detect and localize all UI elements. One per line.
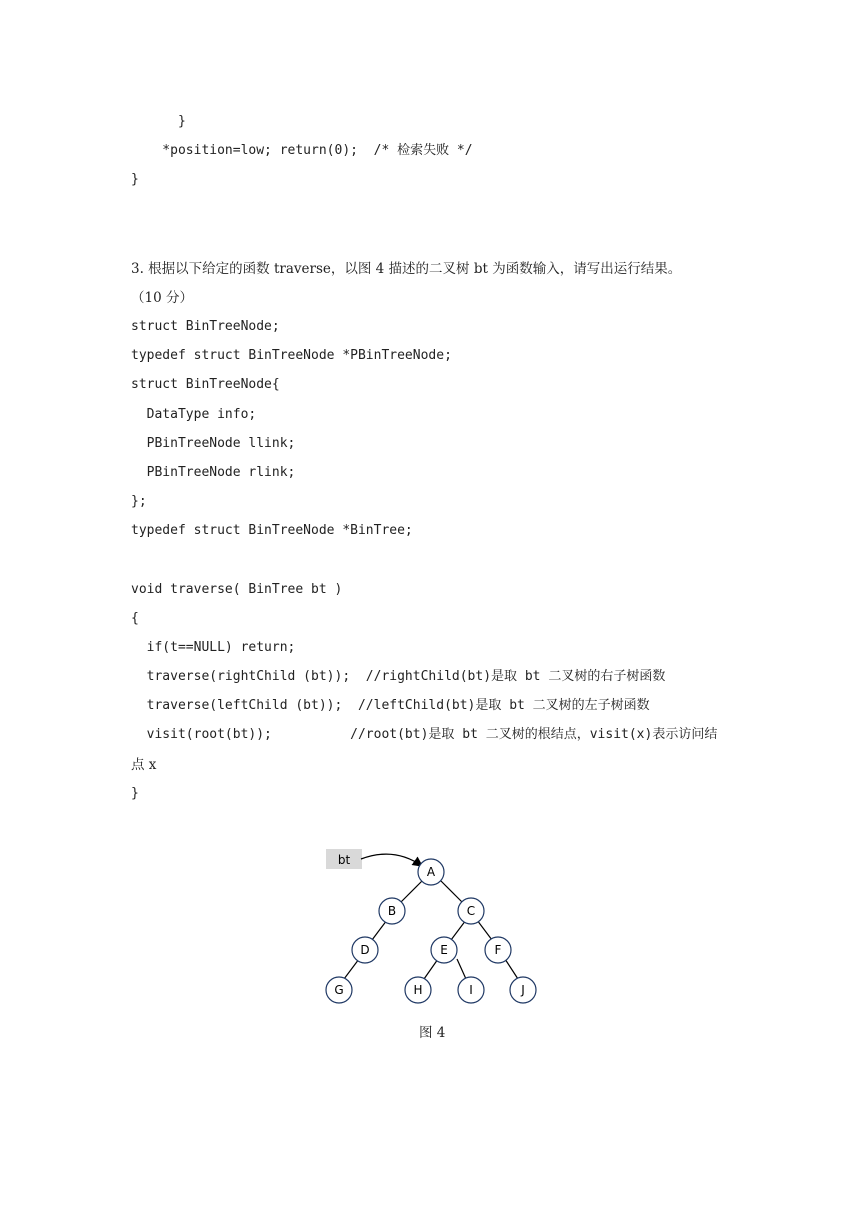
pointer-arrow	[361, 854, 422, 866]
svg-text:A: A	[426, 865, 436, 879]
code-line: void traverse( BinTree bt )	[131, 582, 343, 597]
code-line: 点 x	[131, 757, 157, 773]
tree-node-j	[510, 977, 536, 1003]
edge	[400, 880, 423, 903]
svg-text:G: G	[334, 983, 344, 997]
code-line: }	[131, 114, 186, 129]
svg-text:F: F	[494, 943, 502, 957]
tree-node-b	[379, 898, 405, 924]
question-text: 3. 根据以下给定的函数 traverse，以图 4 描述的二叉树 bt 为函数输入，请写出运行结果。	[131, 261, 682, 277]
tree-nodes	[326, 859, 536, 1003]
edge	[424, 959, 438, 979]
tree-node-i	[458, 977, 484, 1003]
edge	[451, 920, 466, 940]
code-line: PBinTreeNode llink;	[131, 436, 296, 451]
svg-text:E: E	[440, 943, 448, 957]
code-line: PBinTreeNode rlink;	[131, 465, 296, 480]
code-line: DataType info;	[131, 407, 257, 422]
code-line: }	[131, 172, 139, 187]
figure-caption: 图 4	[419, 1025, 446, 1041]
code-line: if(t==NULL) return;	[131, 640, 296, 655]
tree-node-e	[431, 937, 457, 963]
edge	[505, 959, 518, 979]
edge	[372, 920, 387, 940]
code-line: }	[131, 786, 139, 801]
svg-text:C: C	[466, 904, 476, 918]
tree-node-d	[352, 937, 378, 963]
svg-text:D: D	[360, 943, 370, 957]
code-line: visit(root(bt)); //root(bt)是取 bt 二叉树的根结点，visit(x)表示访问结	[131, 727, 718, 742]
edge	[457, 959, 466, 979]
code-line: traverse(leftChild (bt)); //leftChild(bt)是取 bt 二叉树的左子树函数	[131, 698, 650, 713]
tree-node-f	[485, 937, 511, 963]
edge	[344, 959, 359, 979]
code-line: *position=low; return(0); /* 检索失败 */	[131, 143, 473, 158]
tree-node-h	[405, 977, 431, 1003]
tree-node-c	[458, 898, 484, 924]
svg-text:I: I	[469, 983, 473, 997]
tree-node-g	[326, 977, 352, 1003]
code-line: typedef struct BinTreeNode *PBinTreeNode;	[131, 348, 452, 363]
tree-node-a	[418, 859, 444, 885]
svg-text:B: B	[387, 904, 397, 918]
code-line: {	[131, 611, 139, 626]
code-line: struct BinTreeNode{	[131, 377, 280, 392]
svg-text:H: H	[413, 983, 423, 997]
code-line: traverse(rightChild (bt)); //rightChild(bt)是取 bt 二叉树的右子树函数	[131, 669, 666, 684]
svg-text:J: J	[521, 983, 525, 997]
question-score: （10 分）	[131, 290, 193, 306]
code-line: typedef struct BinTreeNode *BinTree;	[131, 523, 413, 538]
pointer-label: bt	[337, 853, 351, 867]
code-line: struct BinTreeNode;	[131, 319, 280, 334]
edge	[440, 880, 463, 903]
code-line: };	[131, 494, 147, 509]
edge	[477, 920, 492, 940]
tree-edges	[344, 880, 518, 979]
